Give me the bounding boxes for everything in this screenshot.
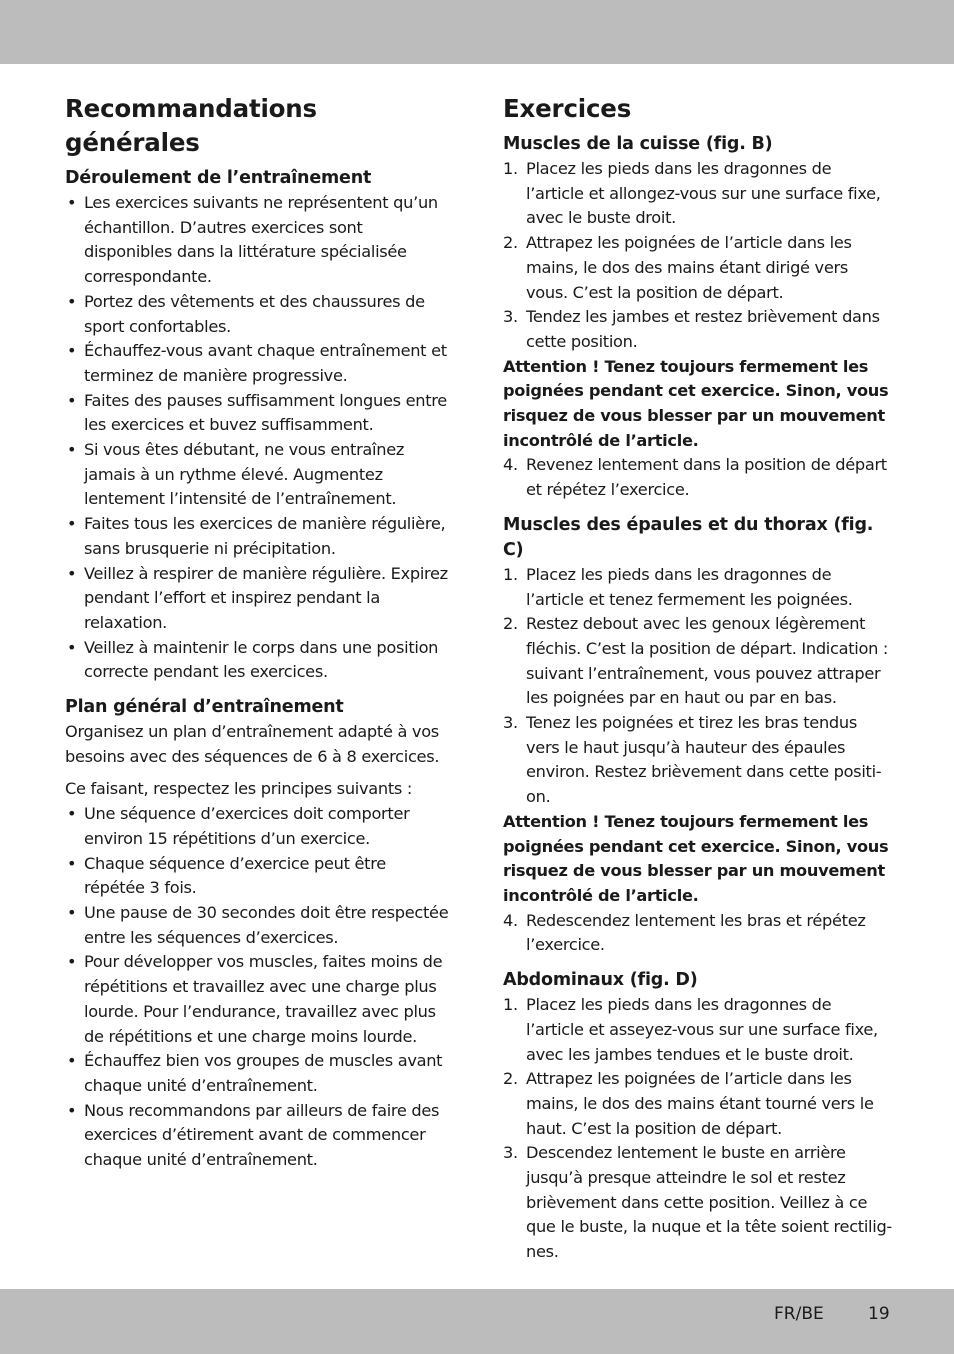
list-item: 3. Tendez les jambes et restez brièvement dans cette position. <box>503 307 880 351</box>
list-item: • Faites des pauses suffisamment longues entre les exercices et buvez suffisamment. <box>67 390 447 435</box>
list-item: • Veillez à respirer de manière régulière. Expirez pendant l’effort et inspirez pendant la relaxation. <box>67 563 448 632</box>
list-item: 1. Placez les pieds dans les dragonnes de l’article et tenez fermement les poignées. <box>503 564 853 609</box>
list-item: 1. Placez les pieds dans les dragonnes de l’article et asseyez-vous sur une surface fixe, avec les jambes tendues et le buste droit. <box>503 995 878 1064</box>
heading-thigh-muscles: Muscles de la cuisse (fig. B) <box>503 134 773 154</box>
right-column <box>503 92 893 1265</box>
section-shoulder-chest <box>503 513 893 958</box>
heading-training-plan: Plan général d’entraînement <box>65 697 344 718</box>
paragraph-principles: Ce faisant, respectez les principes suivants : <box>65 779 413 799</box>
warning-text: Attention ! Tenez toujours fermement les poignées pendant cet exercice. Sinon, vous risquez de vous blesser par un mouvement incontrôlé de l’article. <box>503 811 889 905</box>
list-item: 4. Revenez lentement dans la position de départ et répétez l’exercice. <box>503 455 887 500</box>
list-item: • Nous recommandons par ailleurs de faire des exercices d’étirement avant de commencer chaque unité d’entraînement. <box>67 1100 440 1170</box>
section-title-exercises: Exercices <box>503 94 632 123</box>
list-item: • Si vous êtes débutant, ne vous entraînez jamais à un rythme élevé. Augmentez lentement l’intensité de l’entraînement. <box>67 440 405 509</box>
steps-shoulder-continued <box>503 909 893 958</box>
bullet-icon: • <box>67 390 77 410</box>
list-item: 2. Attrapez les poignées de l’article dans les mains, le dos des mains étant dirigé vers vous. C’est la position de départ. <box>503 233 852 302</box>
list-item: • Une pause de 30 secondes doit être respectée entre les séquences d’exercices. <box>67 902 449 947</box>
page-number: 19 <box>868 1304 890 1324</box>
bullet-icon: • <box>67 1100 77 1120</box>
list-item: • Échauffez bien vos groupes de muscles avant chaque unité d’entraînement. <box>67 1051 443 1095</box>
footer-language: FR/BE <box>774 1304 824 1324</box>
bullet-icon: • <box>67 563 77 583</box>
bullet-icon: • <box>67 440 77 460</box>
list-item: • Portez des vêtements et des chaussures de sport confortables. <box>67 291 425 336</box>
bullet-icon: • <box>67 193 77 212</box>
list-item: • Échauffez-vous avant chaque entraînement et terminez de manière progressive. <box>67 341 447 385</box>
bullet-icon: • <box>67 1051 77 1071</box>
bullet-icon: • <box>67 341 77 361</box>
section-training-flow <box>65 166 450 685</box>
list-item: 1. Placez les pieds dans les dragonnes de l’article et allongez-vous sur une surface fixe, avec le buste droit. <box>503 159 881 228</box>
list-item: 2. Attrapez les poignées de l’article dans les mains, le dos des mains étant tourné vers le haut. C’est la position de départ. <box>503 1069 874 1138</box>
left-column <box>65 92 450 1173</box>
section-training-plan <box>65 695 450 1173</box>
bullet-icon: • <box>67 804 77 824</box>
section-thigh-muscles <box>503 132 893 503</box>
bullet-icon: • <box>67 637 77 657</box>
heading-abdominals: Abdominaux (fig. D) <box>503 970 698 991</box>
bullet-icon: • <box>67 902 77 922</box>
bullet-icon: • <box>67 853 77 873</box>
steps-abdominals <box>503 993 893 1265</box>
list-item: • Faites tous les exercices de manière régulière, sans brusquerie ni précipitation. <box>67 514 446 558</box>
heading-shoulder-chest: Muscles des épaules et du thorax (fig. C) <box>503 514 874 560</box>
warning-text: Attention ! Tenez toujours fermement les poignées pendant cet exercice. Sinon, vous risquez de vous blesser par un mouvement incontrôlé de l’article. <box>503 356 889 450</box>
bullet-icon: • <box>67 514 77 534</box>
paragraph-plan-intro: Organisez un plan d’entraînement adapté à vos besoins avec des séquences de 6 à 8 exercices. <box>65 722 440 766</box>
bullet-icon: • <box>67 291 77 311</box>
heading-training-flow: Déroulement de l’entraînement <box>65 168 372 188</box>
bullet-icon: • <box>67 952 77 972</box>
list-training-flow <box>65 191 450 685</box>
list-item: 4. Redescendez lentement les bras et répétez l’exercice. <box>503 910 866 955</box>
list-item: • Veillez à maintenir le corps dans une position correcte pendant les exercices. <box>67 637 439 682</box>
steps-shoulder <box>503 563 893 810</box>
list-item: • Chaque séquence d’exercice peut être répétée 3 fois. <box>67 853 386 898</box>
list-item: • Les exercices suivants ne représentent qu’un échantillon. D’autres exercices sont disponibles dans la littérature spécialisée correspondante. <box>67 193 438 287</box>
list-item: • Pour développer vos muscles, faites moins de répétitions et travaillez avec une charge plus lourde. Pour l’endurance, travaillez avec plus de répétitions et une charge moins lourde. <box>67 952 443 1046</box>
section-title-recommendations: Recommandations générales <box>65 94 317 157</box>
list-principles <box>65 802 450 1173</box>
header-band <box>0 0 954 64</box>
steps-thigh-continued <box>503 453 893 502</box>
list-item: 3. Tenez les poignées et tirez les bras tendus vers le haut jusqu’à hauteur des épaules environ. Restez brièvement dans cette position. <box>503 713 882 807</box>
list-item: 2. Restez debout avec les genoux légèrement fléchis. C’est la position de départ. Indication : suivant l’entraînement, vous pouvez attraper les poignées par en haut ou par en bas. <box>503 614 889 708</box>
list-item: • Une séquence d’exercices doit comporter environ 15 répétitions d’un exercice. <box>67 804 410 848</box>
steps-thigh <box>503 157 893 355</box>
section-abdominals <box>503 968 893 1265</box>
list-item: 3. Descendez lentement le buste en arrière jusqu’à presque atteindre le sol et restez brièvement dans cette position. Veillez à ce que le buste, la nuque et la tête soient rectilignes. <box>503 1143 893 1262</box>
